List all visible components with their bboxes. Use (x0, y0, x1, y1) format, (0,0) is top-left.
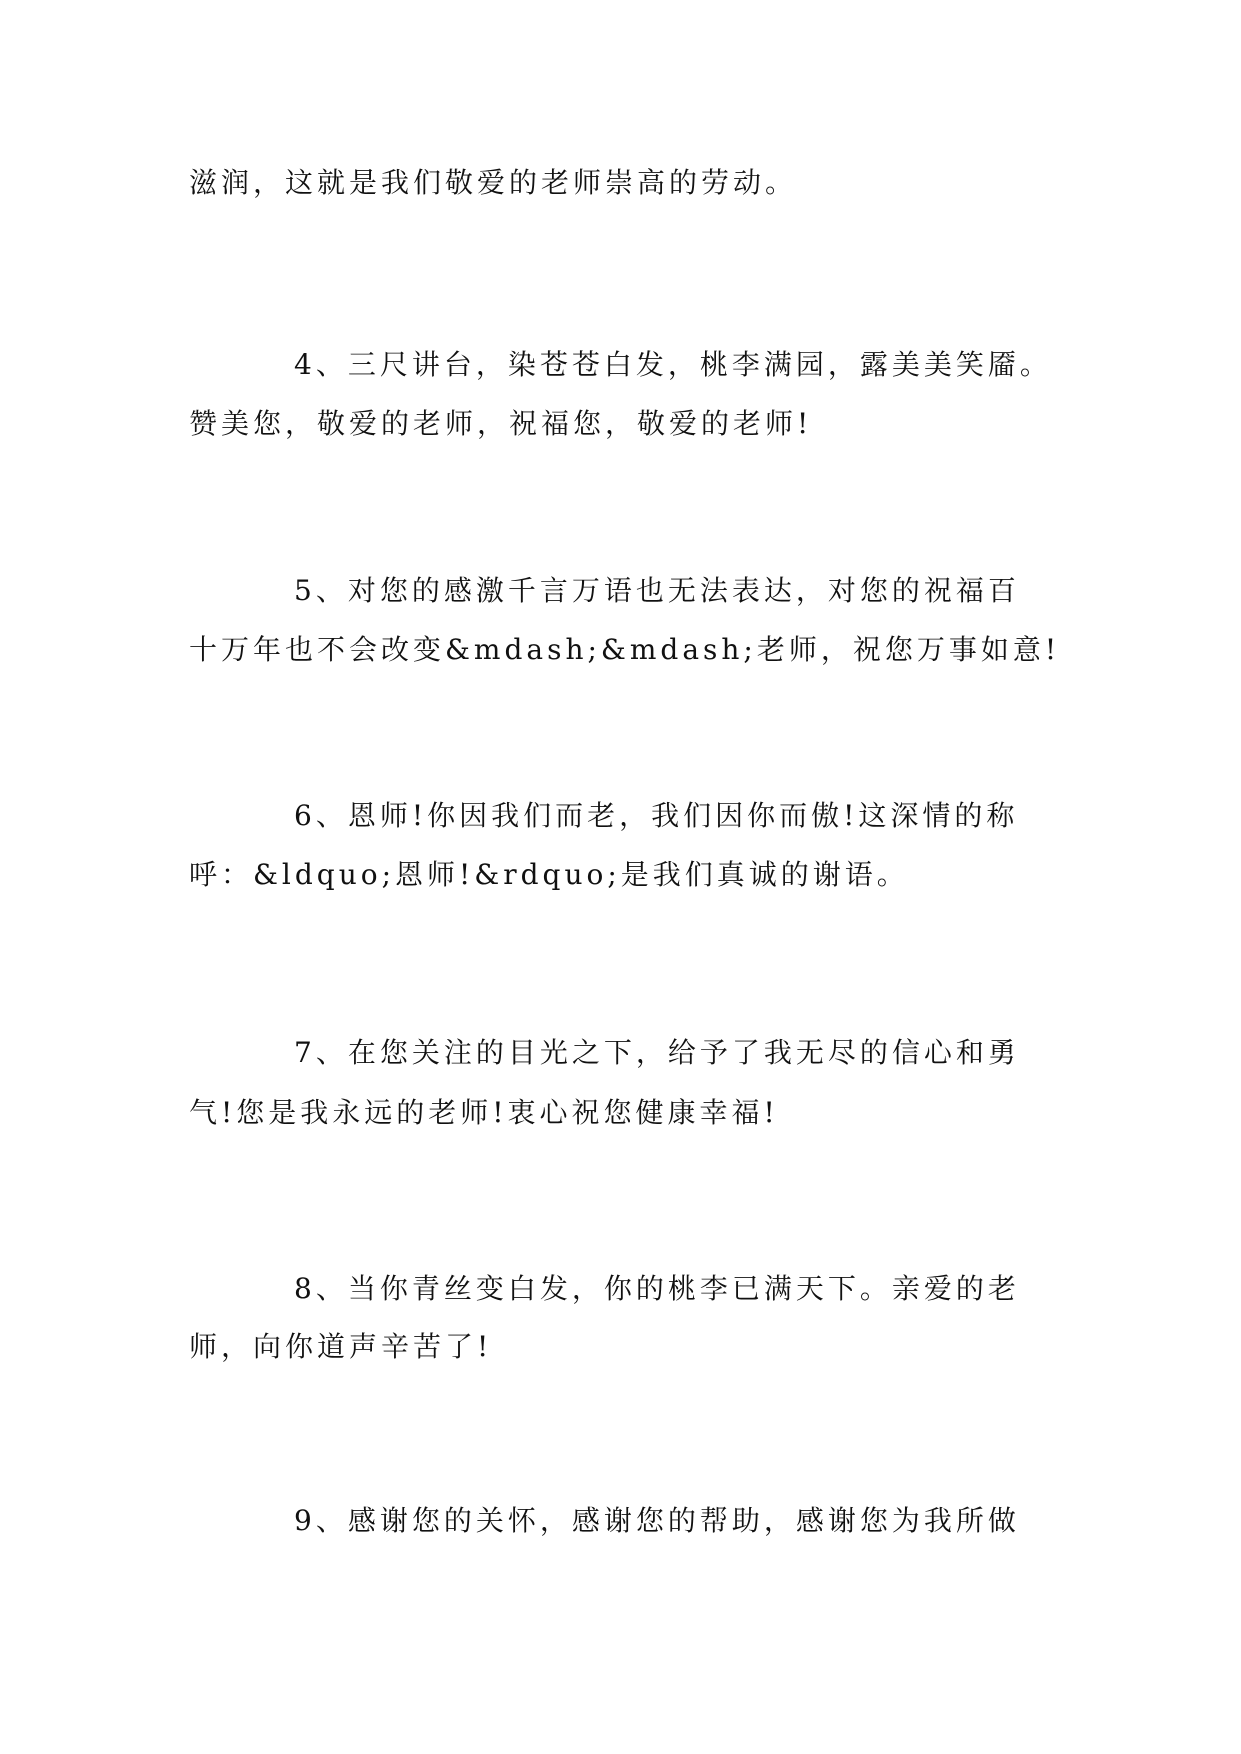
paragraph-5-line-2: 十万年也不会改变&mdash;&mdash;老师，祝您万事如意! (189, 633, 1061, 666)
paragraph-7-line-1: 7、在您关注的目光之下，给予了我无尽的信心和勇 (294, 1036, 1020, 1069)
paragraph-6-line-2: 呼：&ldquo;恩师!&rdquo;是我们真诚的谢语。 (189, 858, 909, 891)
paragraph-4-line-1: 4、三尺讲台，染苍苍白发，桃李满园，露美美笑靥。 (294, 348, 1052, 381)
paragraph-4-line-2: 赞美您，敬爱的老师，祝福您，敬爱的老师! (189, 407, 813, 440)
paragraph-5-line-1: 5、对您的感激千言万语也无法表达，对您的祝福百 (294, 574, 1020, 607)
paragraph-6-line-1: 6、恩师!你因我们而老，我们因你而傲!这深情的称 (294, 799, 1019, 832)
paragraph-8-line-2: 师，向你道声辛苦了! (189, 1330, 493, 1363)
paragraph-7-line-2: 气!您是我永远的老师!衷心祝您健康幸福! (189, 1096, 779, 1129)
paragraph-3-line-2: 滋润，这就是我们敬爱的老师崇高的劳动。 (189, 166, 798, 199)
paragraph-9-line-1: 9、感谢您的关怀，感谢您的帮助，感谢您为我所做 (294, 1504, 1020, 1537)
paragraph-8-line-1: 8、当你青丝变白发，你的桃李已满天下。亲爱的老 (294, 1272, 1020, 1305)
